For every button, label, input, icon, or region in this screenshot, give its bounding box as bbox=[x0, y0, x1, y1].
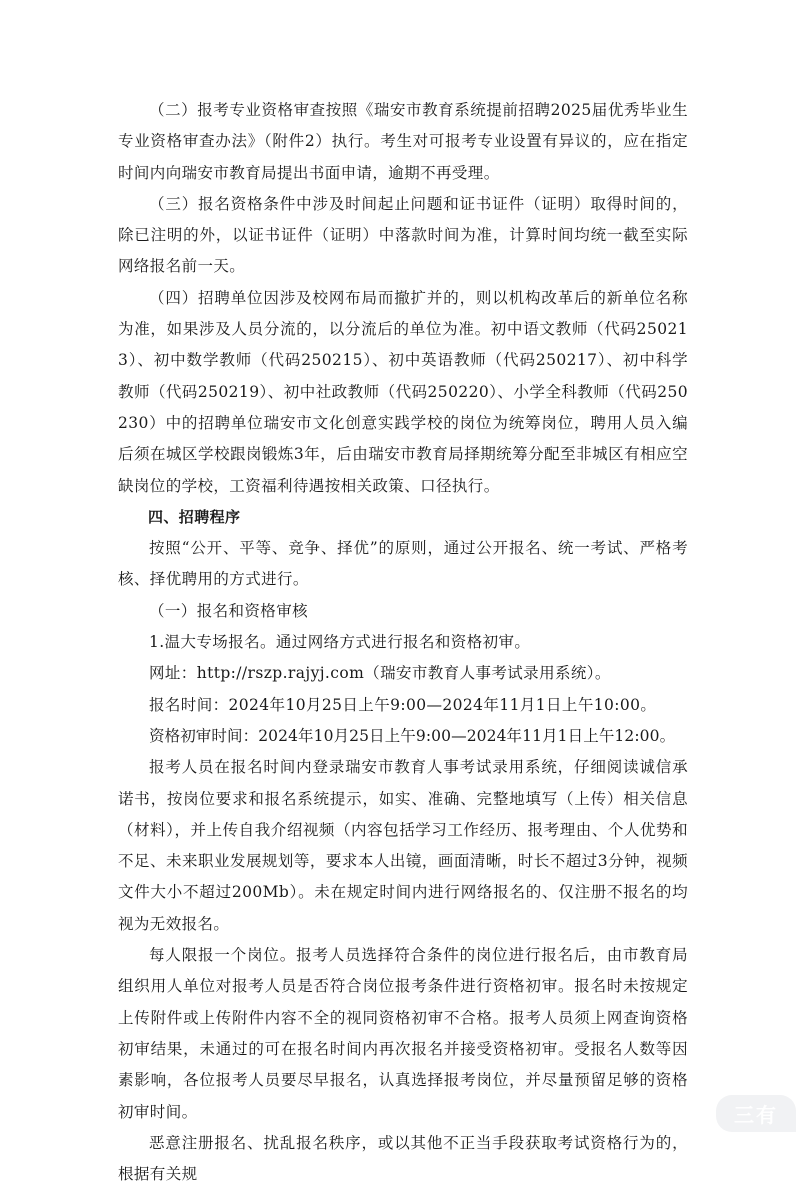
section-heading-recruitment-procedure: 四、招聘程序 bbox=[148, 507, 241, 526]
paragraph-principles: 按照“公开、平等、竞争、择优”的原则，通过公开报名、统一考试、严格考核、择优聘用的方式进行。 bbox=[118, 539, 688, 589]
paragraph-wenda-registration: 1.温大专场报名。通过网络方式进行报名和资格初审。 bbox=[149, 633, 531, 652]
subheading-registration-review: （一）报名和资格审核 bbox=[149, 601, 309, 620]
paragraph-time-calculation: （三）报名资格条件中涉及时间起止问题和证书证件（证明）取得时间的，除已注明的外，以证书证件（证明）中落款时间为准，计算时间均统一截至实际网络报名前一天。 bbox=[118, 194, 688, 276]
paragraph-qualification-review: （二）报考专业资格审查按照《瑞安市教育系统提前招聘2025届优秀毕业生专业资格审查办法》（附件2）执行。考生对可报考专业设置有异议的，应在指定时间内向瑞安市教育局提出书面申请，逾期不再受理。 bbox=[118, 101, 688, 182]
document-body bbox=[118, 95, 688, 1190]
paragraph-one-position-limit: 每人限报一个岗位。报考人员选择符合条件的岗位进行报名后，由市教育局组织用人单位对报考人员是否符合岗位报考条件进行资格初审。报名时未按规定上传附件或上传附件内容不全的视同资格初审不合格。报考人员须上网查询资格初审结果，未通过的可在报名时间内再次报名并接受资格初审。受报名人数等因素影响，各位报考人员要尽早报名，认真选择报考岗位，并尽量预留足够的资格初审时间。 bbox=[118, 946, 688, 1121]
paragraph-unit-merger: （四）招聘单位因涉及校网布局而撤扩并的，则以机构改革后的新单位名称为准，如果涉及人员分流的，以分流后的单位为准。初中语文教师（代码250213）、初中数学教师（代码250215）、初中英语教师（代码250217）、初中科学教师（代码250219）、初中社政教师（代码250220）、小学全科教师（代码250230）中的招聘单位瑞安市文化创意实践学校的岗位为统筹岗位，聘用人员入编后须在城区学校跟岗锻炼3年，后由瑞安市教育局择期统筹分配至非城区有相应空缺岗位的学校，工资福利待遇按相关政策、口径执行。 bbox=[118, 288, 688, 495]
paragraph-registration-instructions: 报考人员在报名时间内登录瑞安市教育人事考试录用系统，仔细阅读诚信承诺书，按岗位要求和报名系统提示，如实、准确、完整地填写（上传）相关信息（材料），并上传自我介绍视频（内容包括学习工作经历、报考理由、个人优势和不足、未来职业发展规划等，要求本人出镜，画面清晰，时长不超过3分钟，视频文件大小不超过200Mb）。未在规定时间内进行网络报名的、仅注册不报名的均视为无效报名。 bbox=[118, 758, 688, 933]
watermark-text: 三有 bbox=[734, 1103, 778, 1127]
paragraph-registration-time: 报名时间：2024年10月25日上午9:00—2024年11月1日上午10:00。 bbox=[149, 695, 657, 714]
watermark-logo bbox=[716, 1095, 796, 1132]
paragraph-review-time: 资格初审时间：2024年10月25日上午9:00—2024年11月1日上午12:00。 bbox=[149, 726, 676, 745]
paragraph-malicious-registration: 恶意注册报名、扰乱报名秩序，或以其他不正当手段获取考试资格行为的，根据有关规 bbox=[118, 1133, 688, 1184]
paragraph-website: 网址：http://rszp.rajyj.com（瑞安市教育人事考试录用系统）。 bbox=[149, 664, 611, 683]
